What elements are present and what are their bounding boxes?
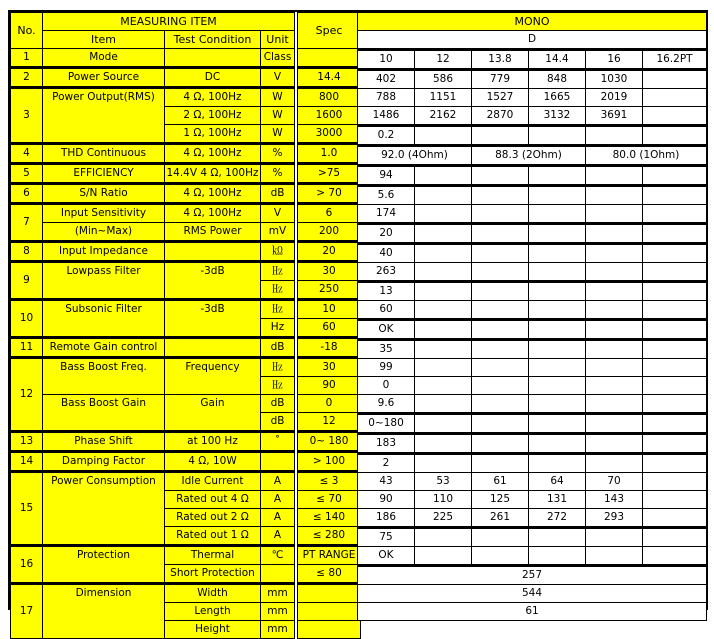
mono-value bbox=[415, 414, 472, 434]
mono-value: 53 bbox=[415, 473, 472, 491]
mono-value bbox=[643, 359, 707, 377]
mono-value bbox=[586, 414, 643, 434]
spec-value: PT RANGE bbox=[298, 546, 361, 565]
mono-value bbox=[586, 320, 643, 340]
row-number: 6 bbox=[11, 184, 43, 204]
mono-value bbox=[643, 473, 707, 491]
test-condition: -3dB bbox=[165, 262, 261, 300]
mono-value: 779 bbox=[472, 70, 529, 89]
mono-value: 5.6 bbox=[358, 186, 415, 205]
mono-value: 0~180 bbox=[358, 414, 415, 434]
test-condition: Idle Current bbox=[165, 472, 261, 491]
item-name: Subsonic Filter bbox=[43, 300, 165, 338]
test-condition: 4 Ω, 100Hz bbox=[165, 204, 261, 223]
mono-value bbox=[643, 107, 707, 126]
mono-value bbox=[643, 263, 707, 282]
test-condition: Length bbox=[165, 603, 261, 621]
mono-value: 183 bbox=[358, 434, 415, 454]
unit: dB bbox=[261, 395, 295, 413]
mono-results-table bbox=[357, 12, 707, 621]
unit: ㎐ bbox=[261, 358, 295, 377]
item-name: Bass Boost Gain bbox=[43, 395, 165, 432]
unit: A bbox=[261, 509, 295, 527]
row-number: 13 bbox=[11, 432, 43, 452]
mono-value bbox=[529, 320, 586, 340]
mono-value: D bbox=[358, 31, 707, 50]
unit: A bbox=[261, 472, 295, 491]
mono-value bbox=[472, 301, 529, 320]
mono-value bbox=[415, 301, 472, 320]
mono-value bbox=[472, 340, 529, 359]
mono-value bbox=[472, 547, 529, 566]
mono-value bbox=[472, 454, 529, 473]
mono-value bbox=[643, 89, 707, 107]
unit: Hz bbox=[261, 319, 295, 338]
unit: ℃ bbox=[261, 546, 295, 565]
mono-value bbox=[529, 359, 586, 377]
test-condition: at 100 Hz bbox=[165, 432, 261, 452]
mono-value: 99 bbox=[358, 359, 415, 377]
mono-value: 3132 bbox=[529, 107, 586, 126]
mono-value: 75 bbox=[358, 528, 415, 547]
mono-value: 13.8 bbox=[472, 50, 529, 70]
mono-value: 43 bbox=[358, 473, 415, 491]
mono-value: 94 bbox=[358, 166, 415, 186]
mono-value bbox=[529, 205, 586, 224]
spec-value: >75 bbox=[298, 164, 361, 184]
spec-value: 30 bbox=[298, 262, 361, 281]
test-condition bbox=[165, 49, 261, 68]
mono-value bbox=[472, 528, 529, 547]
item-name: Bass Boost Freq. bbox=[43, 358, 165, 395]
spec-value bbox=[298, 584, 361, 603]
mono-value bbox=[586, 263, 643, 282]
mono-value: 2019 bbox=[586, 89, 643, 107]
test-condition: 4 Ω, 100Hz bbox=[165, 88, 261, 107]
header-spec: Spec bbox=[298, 13, 361, 49]
measuring-item-table bbox=[10, 12, 361, 639]
test-condition: 14.4V 4 Ω, 100Hz bbox=[165, 164, 261, 184]
spec-value bbox=[298, 49, 361, 68]
unit: V bbox=[261, 204, 295, 223]
spec-value: ≤ 280 bbox=[298, 527, 361, 546]
unit: dB bbox=[261, 413, 295, 432]
test-condition: Thermal bbox=[165, 546, 261, 565]
test-condition bbox=[165, 242, 261, 262]
mono-value: 586 bbox=[415, 70, 472, 89]
unit bbox=[261, 565, 295, 584]
spec-value: 3000 bbox=[298, 125, 361, 144]
mono-value bbox=[586, 434, 643, 454]
unit: dB bbox=[261, 184, 295, 204]
mono-value bbox=[415, 395, 472, 414]
unit: mm bbox=[261, 621, 295, 639]
mono-value bbox=[472, 359, 529, 377]
header-mono: MONO bbox=[358, 13, 707, 31]
mono-value bbox=[586, 547, 643, 566]
item-name: S/N Ratio bbox=[43, 184, 165, 204]
mono-value bbox=[529, 340, 586, 359]
test-condition: Short Protection bbox=[165, 565, 261, 584]
spec-value: 12 bbox=[298, 413, 361, 432]
unit: dB bbox=[261, 338, 295, 358]
row-number: 2 bbox=[11, 68, 43, 88]
mono-value bbox=[529, 126, 586, 146]
mono-value: 40 bbox=[358, 244, 415, 263]
mono-value bbox=[415, 282, 472, 301]
item-name: Remote Gain control bbox=[43, 338, 165, 358]
item-name: Power Source bbox=[43, 68, 165, 88]
mono-value: 788 bbox=[358, 89, 415, 107]
row-number: 16 bbox=[11, 546, 43, 584]
mono-value bbox=[415, 320, 472, 340]
row-number: 10 bbox=[11, 300, 43, 338]
spec-value: > 70 bbox=[298, 184, 361, 204]
unit: mm bbox=[261, 603, 295, 621]
item-name: THD Continuous bbox=[43, 144, 165, 164]
item-name: Power Output(RMS) bbox=[43, 88, 165, 144]
mono-value bbox=[643, 509, 707, 528]
mono-value bbox=[529, 166, 586, 186]
test-condition: DC bbox=[165, 68, 261, 88]
spec-value: ≤ 80 bbox=[298, 565, 361, 584]
mono-value: 20 bbox=[358, 224, 415, 244]
mono-value: 293 bbox=[586, 509, 643, 528]
mono-value: 16 bbox=[586, 50, 643, 70]
row-number: 12 bbox=[11, 358, 43, 432]
item-name: Mode bbox=[43, 49, 165, 68]
mono-value bbox=[415, 224, 472, 244]
mono-value bbox=[472, 414, 529, 434]
mono-value: 1030 bbox=[586, 70, 643, 89]
unit: W bbox=[261, 107, 295, 125]
spec-value bbox=[298, 603, 361, 621]
row-number: 4 bbox=[11, 144, 43, 164]
unit: A bbox=[261, 491, 295, 509]
mono-value bbox=[643, 205, 707, 224]
test-condition: Height bbox=[165, 621, 261, 639]
mono-value bbox=[643, 454, 707, 473]
spec-value: 30 bbox=[298, 358, 361, 377]
row-number: 14 bbox=[11, 452, 43, 472]
mono-value bbox=[529, 224, 586, 244]
mono-value: 14.4 bbox=[529, 50, 586, 70]
header-measuring-item: MEASURING ITEM bbox=[43, 13, 295, 31]
mono-value bbox=[472, 377, 529, 395]
test-condition: 2 Ω, 100Hz bbox=[165, 107, 261, 125]
mono-value: 64 bbox=[529, 473, 586, 491]
mono-value bbox=[529, 244, 586, 263]
mono-value: 0 bbox=[358, 377, 415, 395]
mono-value: 0.2 bbox=[358, 126, 415, 146]
unit: ㎐ bbox=[261, 377, 295, 395]
mono-value bbox=[472, 224, 529, 244]
mono-value: OK bbox=[358, 320, 415, 340]
mono-value: 2870 bbox=[472, 107, 529, 126]
spec-value: 200 bbox=[298, 223, 361, 242]
mono-value: 80.0 (1Ohm) bbox=[586, 146, 707, 166]
test-condition: -3dB bbox=[165, 300, 261, 338]
spec-value: 6 bbox=[298, 204, 361, 223]
mono-value bbox=[643, 224, 707, 244]
item-name: Phase Shift bbox=[43, 432, 165, 452]
mono-value bbox=[415, 126, 472, 146]
spec-value: 20 bbox=[298, 242, 361, 262]
header-test-condition: Test Condition bbox=[165, 31, 261, 49]
test-condition: 4 Ω, 100Hz bbox=[165, 184, 261, 204]
mono-value: 60 bbox=[358, 301, 415, 320]
test-condition bbox=[165, 338, 261, 358]
row-number: 9 bbox=[11, 262, 43, 300]
mono-value bbox=[586, 186, 643, 205]
unit: mm bbox=[261, 584, 295, 603]
mono-value bbox=[643, 244, 707, 263]
mono-value bbox=[643, 340, 707, 359]
mono-value bbox=[586, 301, 643, 320]
unit: W bbox=[261, 125, 295, 144]
item-name: Protection bbox=[43, 546, 165, 584]
mono-value bbox=[415, 547, 472, 566]
mono-value: 544 bbox=[358, 585, 707, 603]
mono-value: 174 bbox=[358, 205, 415, 224]
mono-value bbox=[586, 359, 643, 377]
mono-value bbox=[643, 70, 707, 89]
test-condition: Frequency bbox=[165, 358, 261, 395]
mono-value bbox=[586, 166, 643, 186]
item-name: EFFICIENCY bbox=[43, 164, 165, 184]
row-number: 8 bbox=[11, 242, 43, 262]
mono-value: 35 bbox=[358, 340, 415, 359]
mono-value bbox=[643, 414, 707, 434]
mono-value bbox=[586, 244, 643, 263]
test-condition: Rated out 4 Ω bbox=[165, 491, 261, 509]
mono-value bbox=[586, 528, 643, 547]
mono-value bbox=[415, 340, 472, 359]
mono-value: 143 bbox=[586, 491, 643, 509]
mono-value bbox=[472, 434, 529, 454]
mono-value: 848 bbox=[529, 70, 586, 89]
mono-value bbox=[643, 377, 707, 395]
mono-value bbox=[643, 166, 707, 186]
mono-value bbox=[415, 263, 472, 282]
mono-value bbox=[415, 434, 472, 454]
mono-value bbox=[529, 528, 586, 547]
spec-value: ≤ 3 bbox=[298, 472, 361, 491]
row-number: 5 bbox=[11, 164, 43, 184]
mono-value: 12 bbox=[415, 50, 472, 70]
unit: ㎐ bbox=[261, 300, 295, 319]
unit: ㎐ bbox=[261, 262, 295, 281]
row-number: 11 bbox=[11, 338, 43, 358]
mono-value bbox=[415, 377, 472, 395]
header-item: Item bbox=[43, 31, 165, 49]
spec-value: 1.0 bbox=[298, 144, 361, 164]
mono-value bbox=[586, 126, 643, 146]
mono-value bbox=[415, 186, 472, 205]
mono-value bbox=[643, 320, 707, 340]
mono-value: 90 bbox=[358, 491, 415, 509]
spec-value bbox=[298, 621, 361, 639]
item-name: Lowpass Filter bbox=[43, 262, 165, 300]
test-condition: 4 Ω, 100Hz bbox=[165, 144, 261, 164]
item-name: Input Sensitivity bbox=[43, 204, 165, 223]
mono-value bbox=[643, 547, 707, 566]
mono-value bbox=[643, 395, 707, 414]
test-condition: RMS Power bbox=[165, 223, 261, 242]
spec-value: > 100 bbox=[298, 452, 361, 472]
mono-value: 125 bbox=[472, 491, 529, 509]
mono-value bbox=[472, 263, 529, 282]
mono-value: 2 bbox=[358, 454, 415, 473]
unit: ˚ bbox=[261, 432, 295, 452]
mono-value: 10 bbox=[358, 50, 415, 70]
spec-value: 0 bbox=[298, 395, 361, 413]
unit: A bbox=[261, 527, 295, 546]
mono-value: 131 bbox=[529, 491, 586, 509]
mono-value: 9.6 bbox=[358, 395, 415, 414]
mono-value: 1527 bbox=[472, 89, 529, 107]
mono-value bbox=[586, 282, 643, 301]
row-number: 1 bbox=[11, 49, 43, 68]
mono-value bbox=[643, 282, 707, 301]
mono-value bbox=[586, 224, 643, 244]
mono-value: 61 bbox=[472, 473, 529, 491]
mono-value: 402 bbox=[358, 70, 415, 89]
spec-value: 0~ 180 bbox=[298, 432, 361, 452]
mono-value bbox=[586, 454, 643, 473]
mono-value bbox=[415, 244, 472, 263]
mono-value bbox=[472, 320, 529, 340]
mono-value bbox=[643, 491, 707, 509]
mono-value: OK bbox=[358, 547, 415, 566]
mono-value bbox=[415, 359, 472, 377]
mono-value bbox=[472, 186, 529, 205]
mono-value: 61 bbox=[358, 603, 707, 621]
spec-value: 90 bbox=[298, 377, 361, 395]
unit: % bbox=[261, 164, 295, 184]
test-condition: Rated out 1 Ω bbox=[165, 527, 261, 546]
spec-value: -18 bbox=[298, 338, 361, 358]
row-number: 17 bbox=[11, 584, 43, 639]
mono-value: 272 bbox=[529, 509, 586, 528]
mono-value bbox=[472, 244, 529, 263]
mono-value: 263 bbox=[358, 263, 415, 282]
mono-value bbox=[529, 547, 586, 566]
mono-value: 13 bbox=[358, 282, 415, 301]
mono-value bbox=[529, 395, 586, 414]
spec-value: 250 bbox=[298, 281, 361, 300]
mono-value: 110 bbox=[415, 491, 472, 509]
item-name: Input Impedance bbox=[43, 242, 165, 262]
item-name: Power Consumption bbox=[43, 472, 165, 546]
mono-value bbox=[415, 528, 472, 547]
mono-value: 257 bbox=[358, 566, 707, 585]
mono-value bbox=[529, 414, 586, 434]
mono-value bbox=[529, 377, 586, 395]
mono-value bbox=[415, 166, 472, 186]
mono-value: 1486 bbox=[358, 107, 415, 126]
spec-value: 10 bbox=[298, 300, 361, 319]
unit: ㎐ bbox=[261, 281, 295, 300]
mono-value: 16.2PT bbox=[643, 50, 707, 70]
mono-value bbox=[529, 282, 586, 301]
mono-value bbox=[586, 340, 643, 359]
mono-value bbox=[415, 205, 472, 224]
mono-value bbox=[472, 205, 529, 224]
mono-value: 92.0 (4Ohm) bbox=[358, 146, 472, 166]
mono-value bbox=[586, 205, 643, 224]
mono-value bbox=[529, 301, 586, 320]
mono-value bbox=[472, 166, 529, 186]
header-unit: Unit bbox=[261, 31, 295, 49]
mono-value bbox=[586, 377, 643, 395]
row-number: 7 bbox=[11, 204, 43, 242]
mono-value: 3691 bbox=[586, 107, 643, 126]
unit: V bbox=[261, 68, 295, 88]
test-condition: Rated out 2 Ω bbox=[165, 509, 261, 527]
mono-value bbox=[472, 282, 529, 301]
item-name: Dimension bbox=[43, 584, 165, 639]
mono-value bbox=[643, 434, 707, 454]
mono-value bbox=[415, 454, 472, 473]
test-condition: Width bbox=[165, 584, 261, 603]
mono-value bbox=[472, 126, 529, 146]
spec-value: ≤ 140 bbox=[298, 509, 361, 527]
unit: ㏀ bbox=[261, 242, 295, 262]
mono-value: 70 bbox=[586, 473, 643, 491]
item-name: (Min~Max) bbox=[43, 223, 165, 242]
mono-value: 261 bbox=[472, 509, 529, 528]
spec-value: ≤ 70 bbox=[298, 491, 361, 509]
mono-value bbox=[529, 434, 586, 454]
mono-value bbox=[643, 301, 707, 320]
mono-value: 2162 bbox=[415, 107, 472, 126]
mono-value: 88.3 (2Ohm) bbox=[472, 146, 586, 166]
mono-value: 1151 bbox=[415, 89, 472, 107]
mono-value bbox=[643, 186, 707, 205]
mono-value bbox=[529, 186, 586, 205]
row-number: 3 bbox=[11, 88, 43, 144]
unit: W bbox=[261, 88, 295, 107]
mono-value bbox=[529, 454, 586, 473]
unit bbox=[261, 452, 295, 472]
spec-value: 1600 bbox=[298, 107, 361, 125]
unit: % bbox=[261, 144, 295, 164]
test-condition: 1 Ω, 100Hz bbox=[165, 125, 261, 144]
spec-value: 14.4 bbox=[298, 68, 361, 88]
mono-value: 1665 bbox=[529, 89, 586, 107]
mono-value bbox=[586, 395, 643, 414]
test-condition: Gain bbox=[165, 395, 261, 432]
item-name: Damping Factor bbox=[43, 452, 165, 472]
mono-value: 186 bbox=[358, 509, 415, 528]
mono-value bbox=[472, 395, 529, 414]
unit: Class bbox=[261, 49, 295, 68]
mono-value bbox=[643, 126, 707, 146]
header-no: No. bbox=[11, 13, 43, 49]
spec-value: 800 bbox=[298, 88, 361, 107]
mono-value: 225 bbox=[415, 509, 472, 528]
mono-value bbox=[529, 263, 586, 282]
unit: mV bbox=[261, 223, 295, 242]
test-condition: 4 Ω, 10W bbox=[165, 452, 261, 472]
row-number: 15 bbox=[11, 472, 43, 546]
spec-value: 60 bbox=[298, 319, 361, 338]
mono-value bbox=[643, 528, 707, 547]
